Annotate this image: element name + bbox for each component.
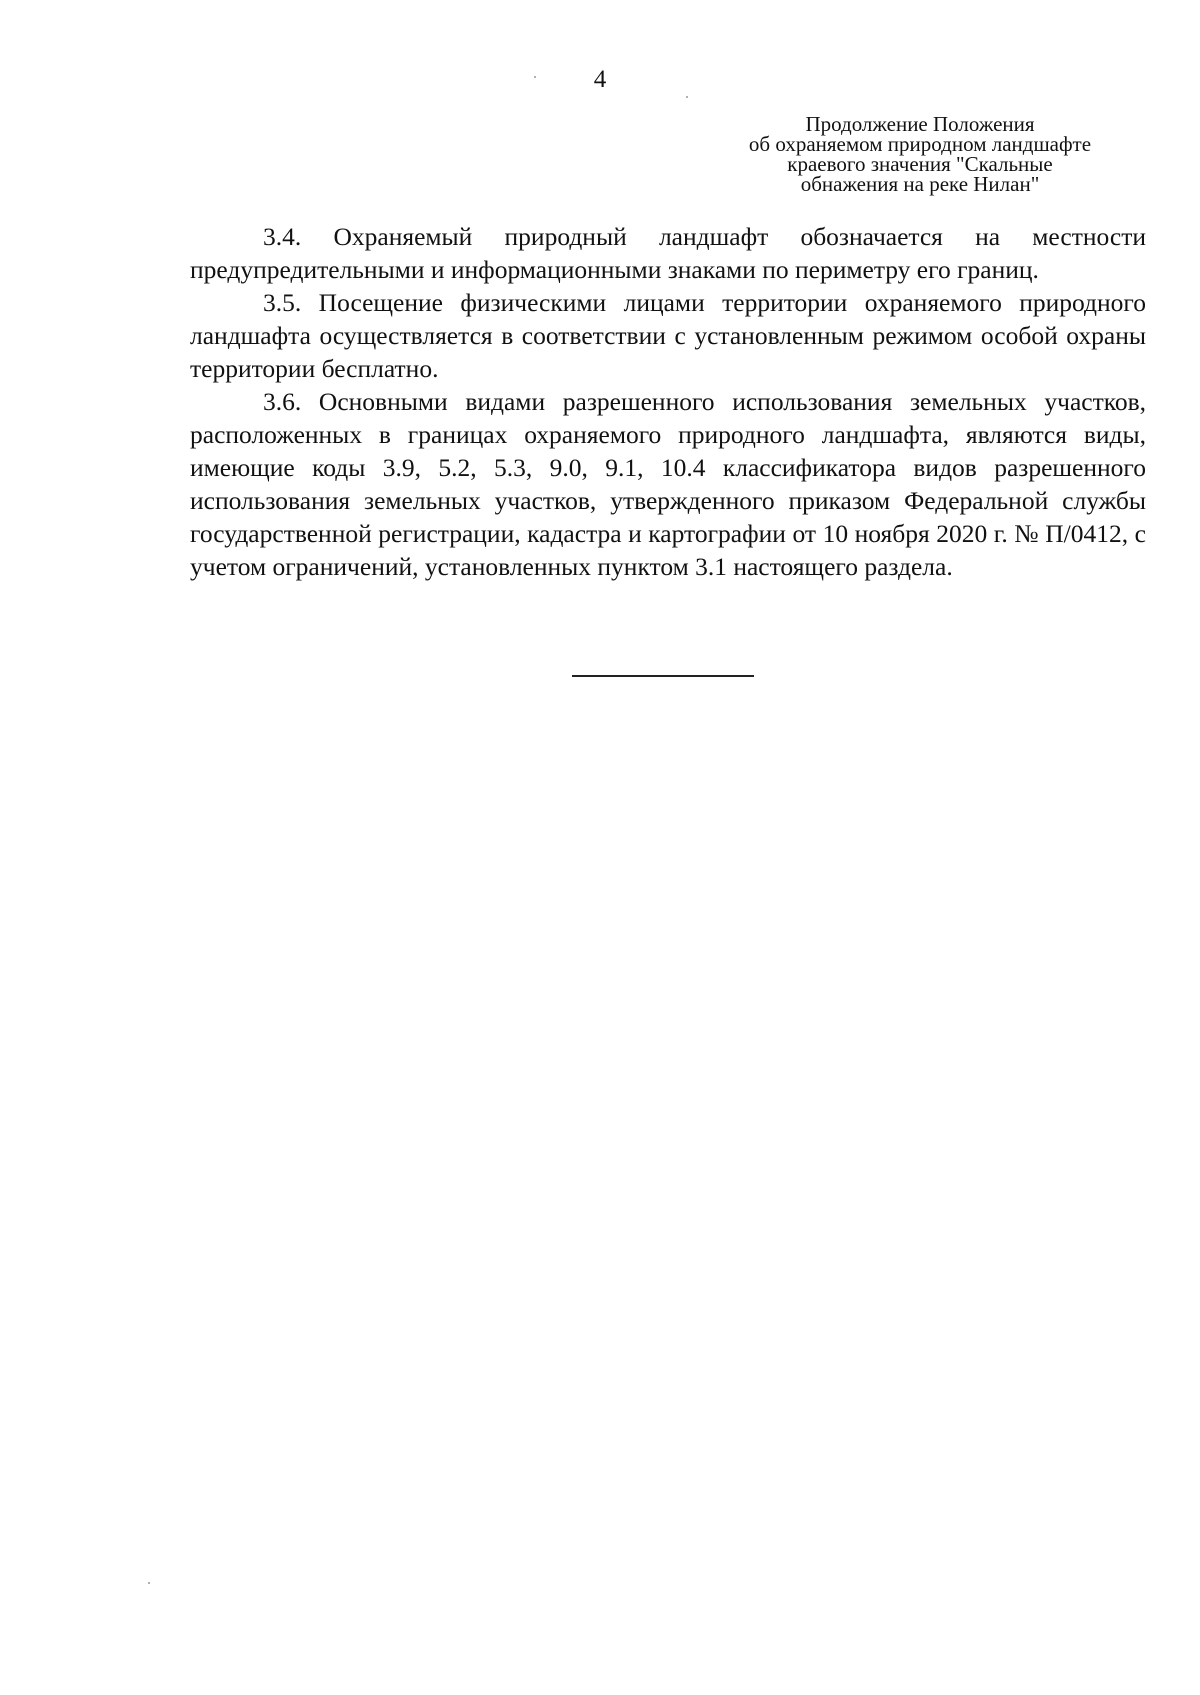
document-body <box>190 220 1146 583</box>
paragraph-3-5: 3.5. Посещение физическими лицами территории охраняемого природного ландшафта осуществляется в соответствии с установленным режимом особой охраны территории бесплатно. <box>190 288 1146 383</box>
header-line-1: Продолжение Положения <box>805 112 1035 136</box>
paragraph-3-6: 3.6. Основными видами разрешенного использования земельных участков, расположенных в границах охраняемого природного ландшафта, являются виды, имеющие коды 3.9, 5.2, 5.3, 9.0, 9.1, 10.4 классификатора видов разрешенного использования земельных участков, утвержденного приказом Федеральной службы государственной регистрации, кадастра и картографии от 10 ноября 2020 г. № П/0412, с учетом ограничений, установленных пунктом 3.1 настоящего раздела. <box>190 387 1146 581</box>
scan-speck <box>534 76 536 78</box>
scan-speck <box>686 96 688 98</box>
paragraph-3-4: 3.4. Охраняемый природный ландшафт обозначается на местности предупредительными и информационными знаками по периметру его границ. <box>190 222 1146 284</box>
document-continuation-header <box>720 114 1120 194</box>
header-line-2: об охраняемом природном ландшафте <box>748 132 1092 156</box>
header-line-4: обнажения на реке Нилан" <box>800 172 1040 196</box>
header-line-3: краевого значения "Скальные <box>787 152 1053 176</box>
closing-divider-line <box>572 675 754 677</box>
page-number: 4 <box>593 66 607 93</box>
scan-speck <box>148 1582 150 1584</box>
